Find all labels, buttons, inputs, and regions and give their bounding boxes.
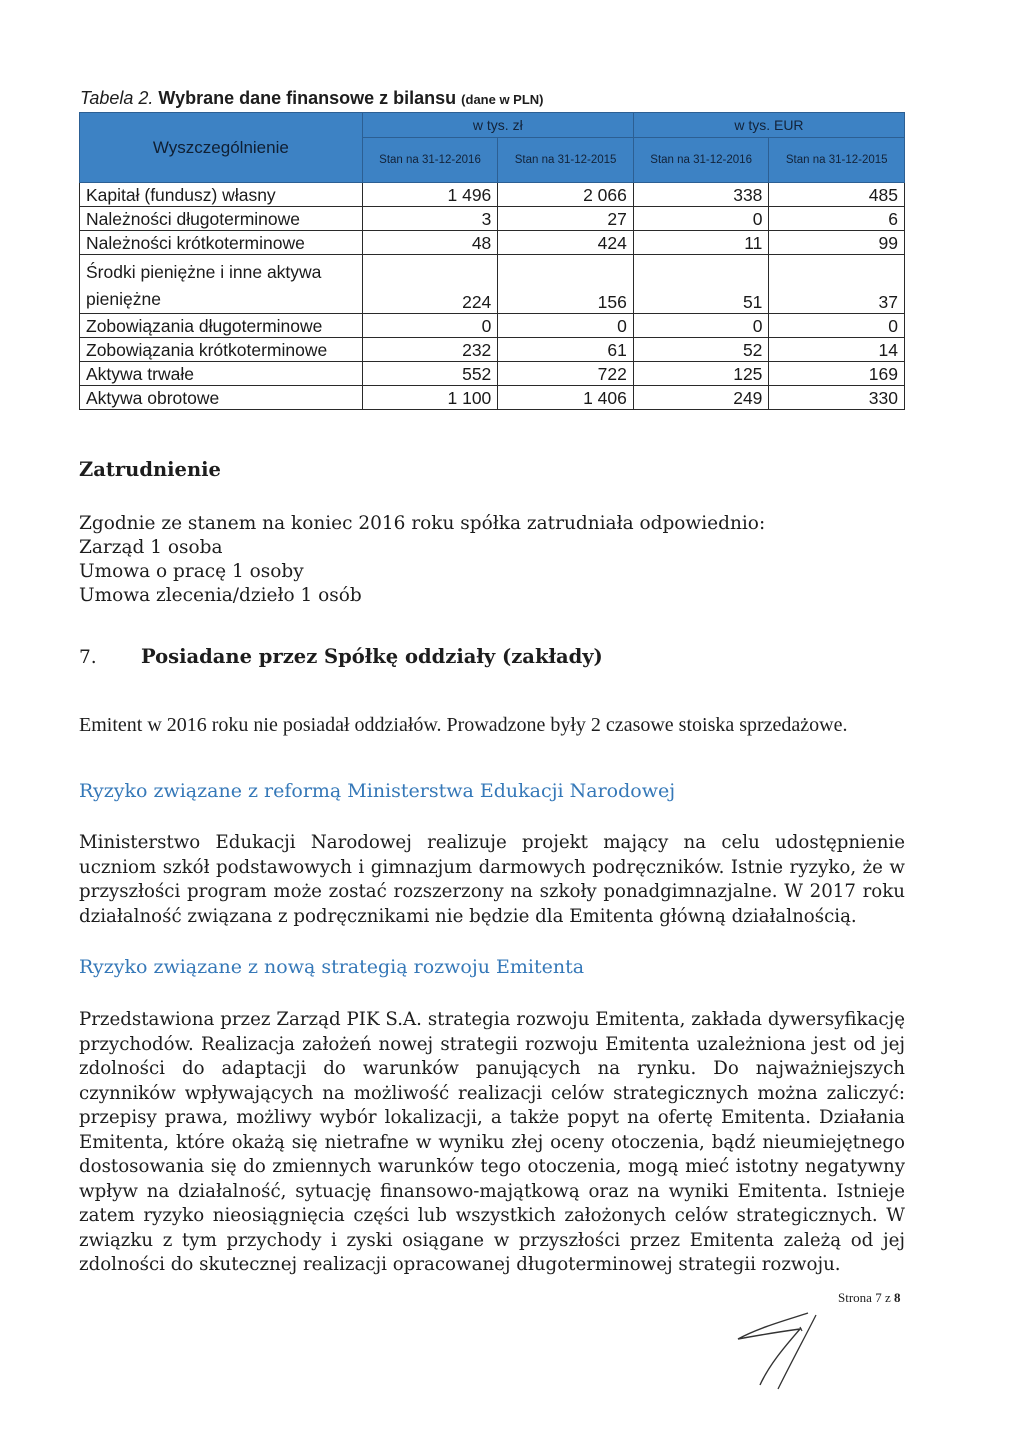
cell-value: 552 bbox=[362, 362, 498, 386]
cell-value: 330 bbox=[769, 386, 905, 410]
table-row bbox=[80, 314, 905, 338]
header-date: Stan na 31-12-2015 bbox=[769, 138, 905, 183]
cell-value: 485 bbox=[769, 183, 905, 207]
employment-line: Umowa zlecenia/dzieło 1 osób bbox=[79, 585, 362, 606]
cell-value: 424 bbox=[498, 231, 634, 255]
header-row-label: Wyszczególnienie bbox=[80, 113, 363, 183]
table-caption bbox=[80, 88, 544, 109]
header-group-pln: w tys. zł bbox=[362, 113, 633, 138]
cell-value: 51 bbox=[633, 255, 769, 314]
section-text: Emitent w 2016 roku nie posiadał oddziałów. Prowadzone były 2 czasowe stoiska sprzedażowe. bbox=[79, 714, 848, 736]
page-footer bbox=[838, 1290, 900, 1306]
cell-value: 125 bbox=[633, 362, 769, 386]
employment-heading: Zatrudnienie bbox=[79, 458, 221, 481]
header-date: Stan na 31-12-2016 bbox=[362, 138, 498, 183]
row-label-line: Środki pieniężne i inne aktywa bbox=[86, 262, 322, 282]
row-label: Należności krótkoterminowe bbox=[80, 231, 363, 255]
table-row bbox=[80, 207, 905, 231]
table-row bbox=[80, 183, 905, 207]
cell-value: 2 066 bbox=[498, 183, 634, 207]
cell-value: 0 bbox=[633, 314, 769, 338]
section-title: Posiadane przez Spółkę oddziały (zakłady) bbox=[141, 645, 603, 668]
cell-value: 48 bbox=[362, 231, 498, 255]
cell-value: 3 bbox=[362, 207, 498, 231]
header-group-eur: w tys. EUR bbox=[633, 113, 904, 138]
row-label: Należności długoterminowe bbox=[80, 207, 363, 231]
financial-table bbox=[79, 112, 905, 410]
row-label: Aktywa obrotowe bbox=[80, 386, 363, 410]
cell-value: 0 bbox=[769, 314, 905, 338]
cell-value: 27 bbox=[498, 207, 634, 231]
table-row bbox=[80, 362, 905, 386]
row-label bbox=[80, 255, 363, 314]
cell-value: 156 bbox=[498, 255, 634, 314]
table-row bbox=[80, 338, 905, 362]
row-label: Kapitał (fundusz) własny bbox=[80, 183, 363, 207]
signature-mark bbox=[730, 1305, 840, 1395]
cell-value: 61 bbox=[498, 338, 634, 362]
table-row bbox=[80, 231, 905, 255]
caption-prefix: Tabela 2. bbox=[80, 88, 154, 108]
cell-value: 338 bbox=[633, 183, 769, 207]
row-label: Zobowiązania krótkoterminowe bbox=[80, 338, 363, 362]
employment-line: Umowa o pracę 1 osoby bbox=[79, 561, 304, 582]
risk-heading-strategy: Ryzyko związane z nową strategią rozwoju Emitenta bbox=[79, 956, 585, 978]
cell-value: 6 bbox=[769, 207, 905, 231]
row-label-line: pieniężne bbox=[86, 289, 161, 309]
employment-line: Zgodnie ze stanem na koniec 2016 roku spółka zatrudniała odpowiednio: bbox=[79, 513, 766, 534]
risk-heading-reform: Ryzyko związane z reformą Ministerstwa Edukacji Narodowej bbox=[79, 780, 676, 802]
cell-value: 0 bbox=[633, 207, 769, 231]
cell-value: 232 bbox=[362, 338, 498, 362]
table-row bbox=[80, 386, 905, 410]
cell-value: 722 bbox=[498, 362, 634, 386]
cell-value: 1 496 bbox=[362, 183, 498, 207]
row-label: Aktywa trwałe bbox=[80, 362, 363, 386]
page-of: z bbox=[884, 1290, 891, 1305]
cell-value: 249 bbox=[633, 386, 769, 410]
row-label: Zobowiązania długoterminowe bbox=[80, 314, 363, 338]
cell-value: 99 bbox=[769, 231, 905, 255]
section-number: 7. bbox=[79, 647, 97, 668]
cell-value: 37 bbox=[769, 255, 905, 314]
cell-value: 169 bbox=[769, 362, 905, 386]
risk-paragraph-strategy: Przedstawiona przez Zarząd PIK S.A. strategia rozwoju Emitenta, zakłada dywersyfikację przychodów. Realizacja założeń nowej strategii rozwoju Emitenta uzależniona jest od jej zdolności do adaptacji do warunków panujących na rynku. Do najważniejszych czynników wpływających na możliwość realizacji celów strategicznych można zaliczyć: przepisy prawa, możliwy wybór lokalizacji, a także popyt na ofertę Emitenta. Działania Emitenta, które okażą się nietrafne w wyniku złej oceny otoczenia, bądź nieumiejętnego dostosowania się do zmiennych warunków tego otoczenia, mogą mieć istotny negatywny wpływ na działalność, sytuację finansowo-majątkową oraz na wyniki Emitenta. Istnieje zatem ryzyko nieosiągnięcia części lub wszystkich założonych celów strategicznych. W związku z tym przychody i zyski osiągane w przyszłości przez Emitenta zależą od jej zdolności do skutecznej realizacji opracowanej długoterminowej strategii rozwoju. bbox=[79, 1009, 905, 1275]
header-date: Stan na 31-12-2016 bbox=[633, 138, 769, 183]
cell-value: 11 bbox=[633, 231, 769, 255]
cell-value: 1 406 bbox=[498, 386, 634, 410]
table-row bbox=[80, 255, 905, 314]
employment-line: Zarząd 1 osoba bbox=[79, 537, 223, 558]
cell-value: 0 bbox=[362, 314, 498, 338]
header-date: Stan na 31-12-2015 bbox=[498, 138, 634, 183]
cell-value: 52 bbox=[633, 338, 769, 362]
cell-value: 14 bbox=[769, 338, 905, 362]
page-number: 7 bbox=[875, 1290, 882, 1305]
caption-unit: (dane w PLN) bbox=[461, 92, 544, 107]
cell-value: 224 bbox=[362, 255, 498, 314]
caption-main: Wybrane dane finansowe z bilansu bbox=[158, 88, 457, 108]
cell-value: 1 100 bbox=[362, 386, 498, 410]
cell-value: 0 bbox=[498, 314, 634, 338]
page-total: 8 bbox=[893, 1290, 901, 1305]
risk-paragraph-reform: Ministerstwo Edukacji Narodowej realizuje projekt mający na celu udostępnienie uczniom szkół podstawowych i gimnazjum darmowych podręczników. Istnie ryzyko, że w przyszłości program może zostać rozszerzony na szkoły ponadgimnazjalne. W 2017 roku działalność związana z podręcznikami nie będzie dla Emitenta główną działalnością. bbox=[79, 832, 905, 927]
page-label: Strona bbox=[838, 1290, 872, 1305]
